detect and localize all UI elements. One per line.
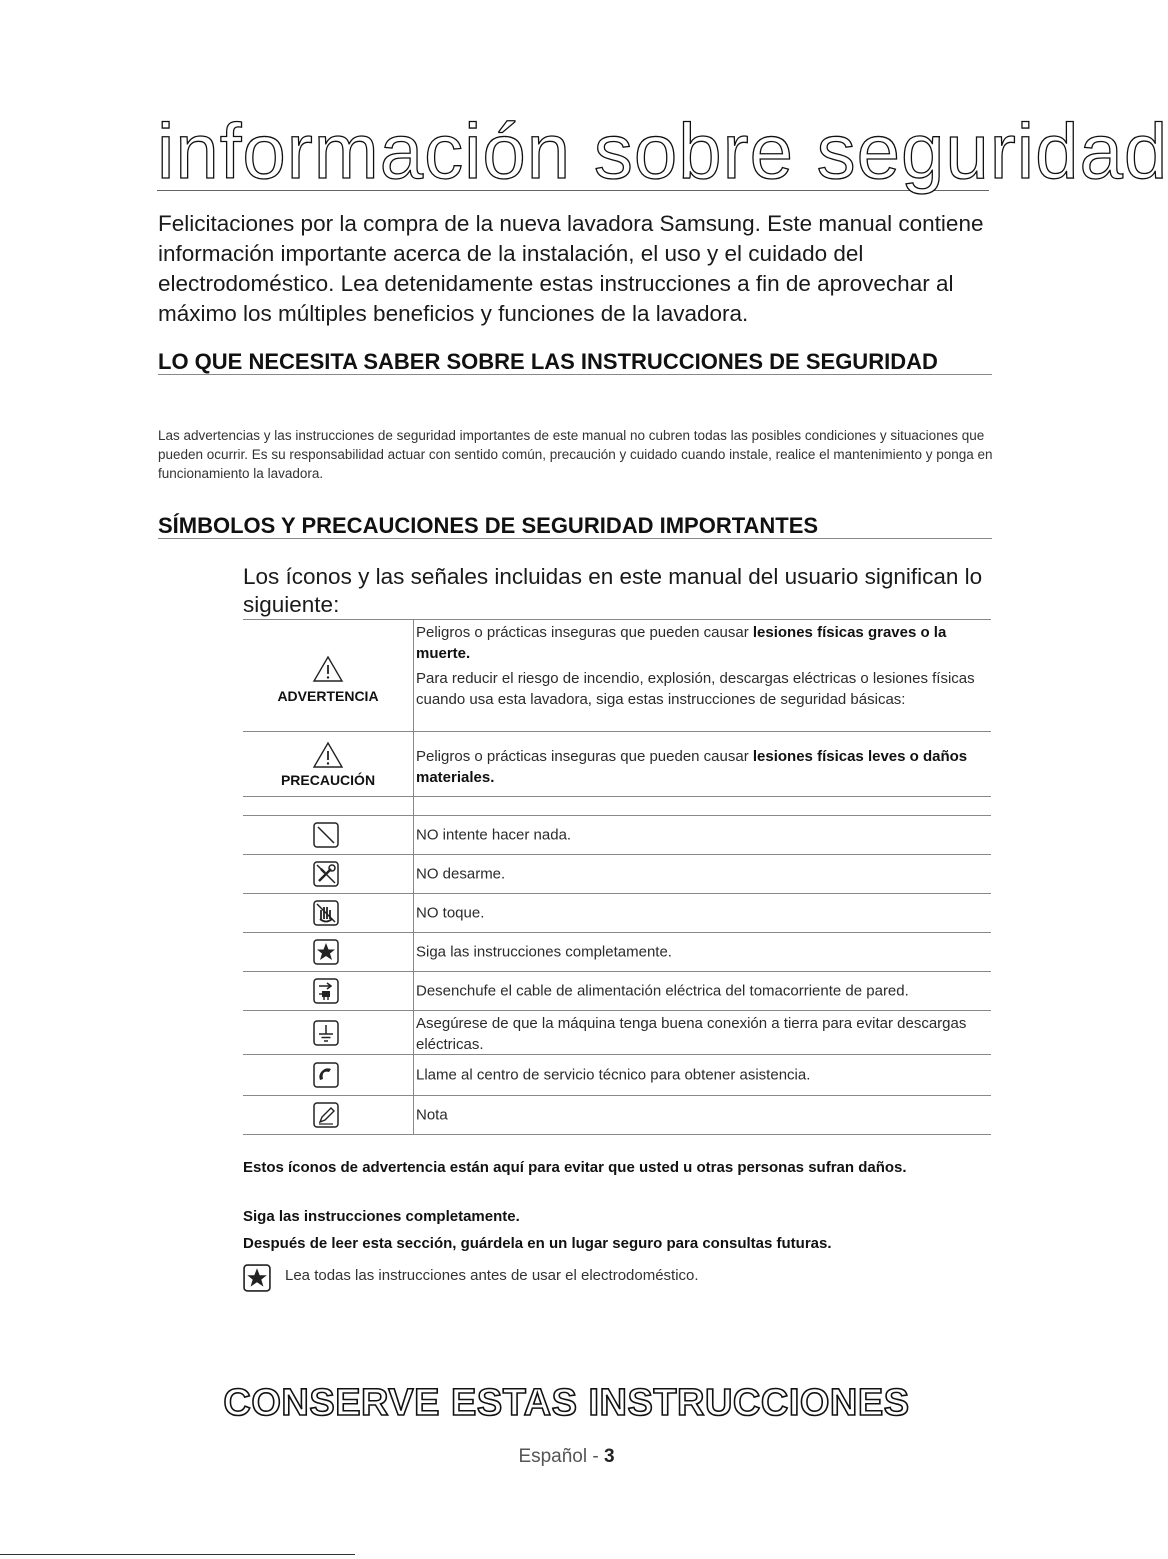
final-note-1: Estos íconos de advertencia están aquí para evitar que usted u otras personas sufran daños.: [243, 1159, 907, 1176]
unplug-icon: [313, 978, 339, 1004]
caution-text-plain: Peligros o prácticas inseguras que pueden causar: [416, 748, 753, 765]
final-note-3: Después de leer esta sección, guárdela en un lugar seguro para consultas futuras.: [243, 1235, 832, 1252]
spacer-row: [243, 797, 991, 816]
page-language: Español -: [518, 1446, 604, 1467]
warning-description: [416, 622, 991, 710]
warning-cell: [243, 620, 414, 731]
symbol-text: NO intente hacer nada.: [416, 826, 572, 844]
bottom-rule: [0, 1554, 355, 1555]
final-note-2: Siga las instrucciones completamente.: [243, 1208, 520, 1225]
caution-row: [243, 732, 991, 797]
symbol-text: Nota: [416, 1106, 448, 1124]
warning-label: ADVERTENCIA: [277, 688, 379, 704]
symbol-row: [243, 1096, 991, 1135]
phone-icon: [313, 1062, 339, 1088]
symbol-row: [243, 816, 991, 855]
symbol-row: [243, 933, 991, 972]
read-all-note: [243, 1264, 943, 1292]
symbol-cell: [243, 1096, 414, 1134]
symbol-text: Desenchufe el cable de alimentación eléctrica del tomacorriente de pared.: [416, 982, 909, 1000]
symbol-cell: [243, 933, 414, 971]
ground-icon: [313, 1020, 339, 1046]
symbol-cell: [243, 1011, 414, 1054]
conserve-heading: CONSERVE ESTAS INSTRUCCIONES: [223, 1382, 910, 1424]
symbol-cell: [243, 1055, 414, 1095]
instructions-paragraph: Las advertencias y las instrucciones de seguridad importantes de este manual no cubren todas las posibles condiciones y situaciones que pueden ocurrir. Es su responsabilidad actuar con sentido común, precaución y cuidado cuando instale, realice el mantenimiento y ponga en funcionamiento la lavadora.: [158, 428, 993, 481]
caution-description: [416, 746, 991, 788]
symbol-cell: [243, 816, 414, 854]
symbol-row: [243, 1055, 991, 1096]
section-heading-symbols: SÍMBOLOS Y PRECAUCIONES DE SEGURIDAD IMPORTANTES: [158, 513, 992, 539]
page-number: [0, 1446, 1133, 1468]
follow-instructions-icon: [313, 939, 339, 965]
spacer-cell: [243, 797, 414, 815]
symbol-cell: [243, 894, 414, 932]
symbol-cell: [243, 972, 414, 1010]
warning-text-bold: lesiones físicas graves o la muerte: [416, 624, 947, 662]
caution-cell: [243, 732, 414, 796]
page-number-value: 3: [603, 1446, 615, 1467]
symbol-text: Siga las instrucciones completamente.: [416, 943, 672, 961]
warning-text-plain: Peligros o prácticas inseguras que pueden causar: [416, 624, 753, 641]
symbol-row: [243, 894, 991, 933]
caution-label: PRECAUCIÓN: [280, 772, 376, 788]
warning-triangle-icon: [313, 656, 343, 682]
prohibited-icon: [313, 822, 339, 848]
page-title: información sobre seguridad: [157, 107, 1168, 195]
symbol-text: NO desarme.: [416, 865, 506, 883]
section-heading-instructions: LO QUE NECESITA SABER SOBRE LAS INSTRUCCIONES DE SEGURIDAD: [158, 349, 992, 375]
follow-instructions-icon: [243, 1264, 271, 1292]
warning-text-end: .: [466, 645, 471, 662]
symbol-row: [243, 972, 991, 1011]
do-not-disassemble-icon: [313, 861, 339, 887]
symbols-intro: Los íconos y las señales incluidas en este manual del usuario significan lo siguiente:: [243, 563, 991, 620]
do-not-touch-icon: [313, 900, 339, 926]
symbol-cell: [243, 855, 414, 893]
warning-row: [243, 620, 991, 732]
symbol-text: Asegúrese de que la máquina tenga buena conexión a tierra para evitar descargas eléctricas.: [416, 1015, 967, 1053]
warning-text-2: Para reducir el riesgo de incendio, explosión, descargas eléctricas o lesiones físicas cuando usa esta lavadora, siga estas instrucciones de seguridad básicas:: [416, 670, 975, 708]
symbol-text: NO toque.: [416, 904, 485, 922]
caution-triangle-icon: [313, 742, 343, 768]
symbol-row: [243, 855, 991, 894]
symbol-text: Llame al centro de servicio técnico para obtener asistencia.: [416, 1066, 811, 1084]
intro-paragraph: Felicitaciones por la compra de la nueva lavadora Samsung. Este manual contiene información importante acerca de la instalación, el uso y el cuidado del electrodoméstico. Lea detenidamente estas instrucciones a fin de aprovechar al máximo los múltiples beneficios y funciones de la lavadora.: [158, 211, 984, 326]
note-icon: [313, 1102, 339, 1128]
read-all-text: Lea todas las instrucciones antes de usar el electrodoméstico.: [285, 1267, 699, 1284]
caution-text-bold: lesiones físicas leves o daños materiales.: [416, 748, 968, 786]
symbol-row: [243, 1011, 991, 1055]
